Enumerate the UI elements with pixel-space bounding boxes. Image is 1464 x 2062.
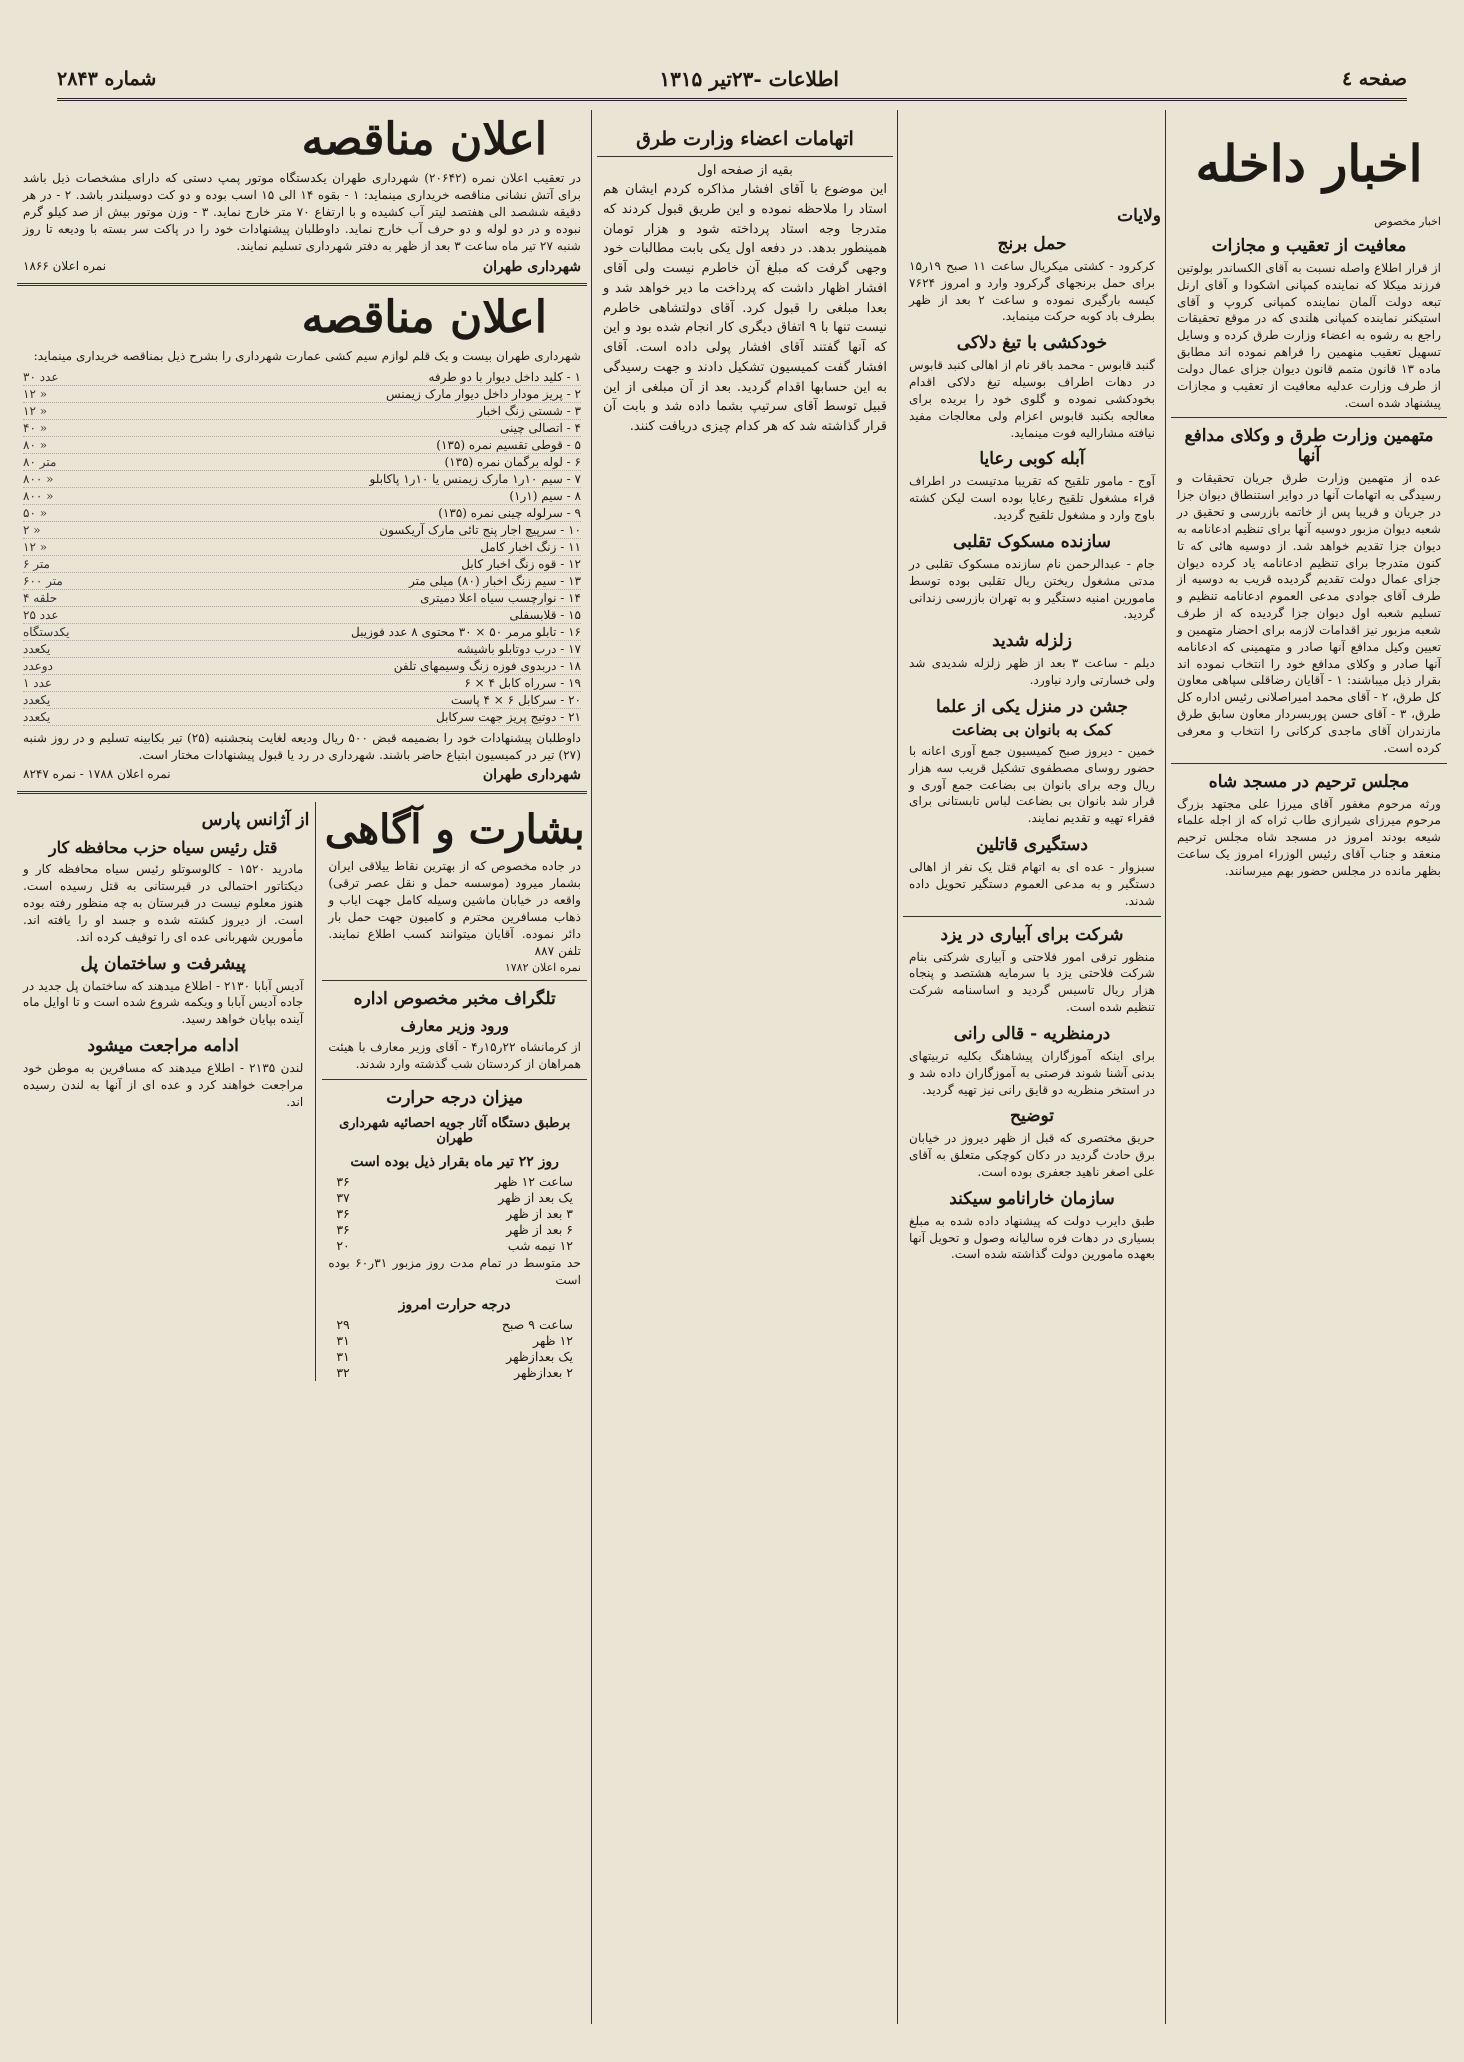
tender-item-row (23, 607, 581, 624)
pars-headline: قتل رئیس سیاه حزب محافظه کار (48, 838, 278, 858)
temperature-row (336, 1365, 573, 1380)
news-subtitle: کمک به بانوان بی بضاعت (951, 720, 1113, 739)
temperature-value: ۳۲ (336, 1364, 350, 1380)
tender-item-name: ۲ - پریز مودار داخل دیوار مارک زیمنس (385, 386, 581, 401)
temperature-average: حد متوسط در تمام مدت روز مزبور ۳۱ر۶۰ بوده است (328, 1256, 581, 1287)
temperature-value: ۳۱ (336, 1332, 350, 1348)
tender-item-name: ۱۸ - دربدوی فوزه زنگ وسیمهای تلفن (393, 658, 581, 673)
tender-item-name: ۱ - کلید داخل دیوار با دو طرفه (428, 369, 581, 384)
pars-sub-title: پیشرفت و ساختمان پل (80, 953, 246, 974)
tender-item-row (23, 692, 581, 709)
tender-signature: شهرداری طهران (482, 767, 581, 784)
temperature-header: روز ۲۲ تیر ماه بقرار ذیل بوده است (350, 1154, 559, 1171)
news-title: توضیح (1009, 1106, 1055, 1127)
ad-title: بشارت و آگاهی (324, 806, 585, 854)
news-body: سبزوار - عده ای به اتهام قتل یک نفر از اهالی دستگیر و به مدعی العموم دستگیر تحویل داده شدند. (909, 860, 1155, 908)
mourning-title: مجلس ترحیم در مسجد شاه (1208, 771, 1410, 792)
issue-number: شماره ۲۸۴۳ (57, 68, 157, 90)
temperature-row (336, 1238, 573, 1253)
tender1-signature (23, 259, 581, 275)
tender-item-name: ۲۰ - سرکابل ۶ × ۴ پاست (450, 692, 581, 707)
today-temperature-table (322, 1317, 587, 1380)
ad-body: در جاده مخصوص که از بهترین نقاط ییلاقی ایران بشمار میرود (موسسه حمل و نقل عصر ترقی) واقعه در خیابان ماشین وسیله کامل جهت ایاب و ذهاب مسافرین محترم و کامیون جهت حمل بار دائر نموده. آقایان میتوانند کسب اطلاع نمایند. تلفن ۸۸۷ (328, 859, 581, 958)
temperature-time: یک بعد از ظهر (498, 1190, 573, 1206)
ads-subcolumn (315, 802, 587, 1380)
temperature-row (336, 1206, 573, 1221)
temperature-table (322, 1174, 587, 1253)
tender-item-row (23, 471, 581, 488)
tender1-body: در تعقیب اعلان نمره (۲۰۶۴۲) شهرداری طهران یکدستگاه موتور پمپ دستی که دارای مشخصات ذیل باشد برای آتش نشانی مناقصه خریداری مینماید: ۱ - بقوه ۱۴ الی ۱۵ اسب بوده و دو کت دوسیلندر باشد. ۲ - در هر دقیقه ششصد الی هفتصد لیتر آب کشیده و با ارتفاع ۷۰ متر خارج نماید. ۳ - وزن موتور بیش از صد کیلو گرم نبوده و در دو لوله و دو حرف آب خارج نماید. داوطلبان پیشنهادات خود را در پاکت سر بسته با ودیعه تا روز شنبه ۲۷ تیر ماه ساعت ۳ بعد از ظهر به دفتر شهرداری تسلیم نمایند. (23, 171, 581, 253)
tender-item-row (23, 386, 581, 403)
tender-item-qty: ۸۰۰ » (23, 471, 54, 486)
pars-sub2-body: لندن ۲۱۳۵ - اطلاع میدهند که مسافرین به موطن خود مراجعت خواهند کرد و عده ای از آنها به لندن رسیده اند. (23, 1061, 304, 1109)
tender-item-row (23, 556, 581, 573)
tender-item-qty: ۱۲ » (23, 539, 48, 554)
news-title: سازنده مسکوک تقلبی (953, 531, 1111, 552)
announcements-column (17, 110, 587, 2024)
tender-item-name: ۱۳ - سیم زنگ اخبار (۸۰) میلی متر (409, 573, 581, 588)
news-body: برای اینکه آموزگاران پیشاهنگ بکلیه تربیتهای بدنی آشنا شوند فرصتی به آموزگاران داده شد و در استخر منظریه دو قایق رانی نیز تهیه گردید. (909, 1048, 1155, 1097)
tender-item-name: ۳ - شستی زنگ اخبار (477, 403, 581, 418)
news-title: آبله کوبی رعایا (979, 449, 1085, 470)
tender-item-row (23, 505, 581, 522)
tender-item-qty: ۶۰۰ متر (23, 573, 63, 588)
tender-item-name: ۶ - لوله برگمان نمره (۱۳۵) (444, 454, 581, 469)
exemption-title: معافیت از تعقیب و مجازات (1211, 236, 1407, 256)
provinces-heading: ولایات (1117, 206, 1161, 226)
temperature-time: ۲ بعدازظهر (514, 1364, 573, 1380)
today-temperature-title: درجه حرارت امروز (398, 1296, 511, 1313)
page-header (57, 60, 1407, 101)
news-body: طبق دایرب دولت که پیشنهاد داده شده به مبلغ بسیاری در دهات فره سالیانه وصول و تحویل آنها بعهده مامورین دولت گذاشته شده است. (909, 1213, 1155, 1262)
tender-item-name: ۸ - سیم (۱ر۱) (509, 488, 581, 503)
lower-announcements (17, 802, 587, 1380)
tender2-body: داوطلبان پیشنهادات خود را بضمیمه قبض ۵۰۰ ریال ودیعه لغایت پنجشنبه (۲۵) تیر بکابینه تسلیم و در روز شنبه (۲۷) تیر در کمیسیون ابتیاع حاضر باشند. شهرداری در رد یا قبول پیشنهادات مختار است. (23, 730, 581, 762)
special-news-label: اخبار مخصوص (1374, 215, 1441, 228)
temperature-time: یک بعدازظهر (506, 1348, 573, 1364)
tender-item-name: ۵ - قوطی تقسیم نمره (۱۳۵) (436, 437, 581, 452)
tender-number: نمره اعلان ۱۸۶۶ (23, 258, 107, 273)
temperature-time: ۶ بعد از ظهر (506, 1222, 573, 1238)
tender2-signature (23, 767, 581, 783)
tender-item-row (23, 641, 581, 658)
temperature-time: ۱۲ ظهر (532, 1332, 573, 1348)
accusations-body: این موضوع با آقای افشار مذاکره کردم ایشان هم استاد را ملاحظه نموده و این طریق قبول کردند که متدرجا وجه استاد پرداخته شود و هزار تومان همینطور بدهد. در دفعه اول یکی بابت مطالبات خود وجهی گرفت که مبلغ آن خاطرم نیست ولی آقای افشار اظهار داشت که پرداخت ما دیر خواهد شد و بعدا مبلغی را قبول کرد. آقای دولتشاهی خاطرم نیست تنها با ۹ اتفاق دیگری کار انجام شده بود و این که آنها گفتند آقای افشار پولی داده است. آقای افشار گفت کمیسیون تشکیل دادند و جهت رسیدگی به این حسابها اقدام گردید. بعد از آن مبلغی از این قبیل توسط آقای سرتیپ بشما داده شد و بابت آن قرار گذاشته شد که هر کدام چیزی دریافت کنند. (603, 182, 887, 434)
provinces-column (903, 110, 1161, 2024)
tender-item-qty: ۸۰ » (23, 437, 48, 452)
tender-item-qty: یکعدد (23, 641, 51, 656)
column-rule (1165, 110, 1166, 2024)
tender-item-name: ۱۱ - زنگ اخبار کامل (480, 539, 581, 554)
temperature-row (336, 1190, 573, 1205)
tender-item-qty: یکعدد (23, 692, 51, 707)
tender-item-row (23, 573, 581, 590)
column-rule (897, 110, 898, 2024)
tender-item-name: ۱۷ - درب دوتابلو باشیشه (456, 641, 581, 656)
tender-item-row (23, 624, 581, 641)
temperature-time: ۱۲ نیمه شب (507, 1238, 573, 1254)
news-title: زلزله شدید (992, 631, 1072, 652)
column-rule (591, 110, 592, 2024)
tender-item-qty: ۵۰ » (23, 505, 48, 520)
defense-title: متهمین وزارت طرق و وکلای مدافع آنها (1184, 426, 1434, 467)
tender-item-row (23, 369, 581, 386)
tender-item-name: ۱۰ - سرپیچ اجار پنج تائی مارک آریکسون (379, 522, 581, 537)
domestic-news-column (1171, 110, 1447, 2024)
tender2-intro: شهرداری طهران بیست و یک قلم لوازم سیم کشی عمارت شهرداری را بشرح ذیل بمناقصه خریداری مینماید: (33, 348, 581, 363)
tender-item-row (23, 522, 581, 539)
tender-signature: شهرداری طهران (482, 258, 581, 275)
tender-item-qty: ۴ حلقه (23, 590, 58, 605)
tender2-title: اعلان مناقصه (301, 291, 547, 343)
tender-item-row (23, 709, 581, 726)
temperature-value: ۳۶ (336, 1174, 350, 1190)
mourning-body: ورثه مرحوم مغفور آقای میرزا علی مجتهد بزرگ مرحوم میرزای شیرازی طاب ثراه که از اجله علماء شیعه بودند امروز در مسجد شاه مجلس ترحیم منعقد و جناب آقای رئیس الوزراء امروز یک ساعت بظهر مانده در مجلس حضور بهم میرسانند. (1177, 796, 1441, 878)
tender-item-qty: ۶ متر (23, 556, 50, 571)
tender-item-name: ۱۶ - تابلو مرمر ۵۰ × ۳۰ محتوی ۸ عدد فوزیبل (351, 624, 581, 639)
accusations-heading: اتهامات اعضاء وزارت طرق (636, 128, 854, 150)
exemption-body: از قرار اطلاع واصله نسبت به آقای الکساندر بولوتین فرزند میکلا که نماینده کمپانی اشکودا و آقای ارنل تبعه دولت آلمان نماینده کمپانی کروپ و آقای استیکنر نماینده کمپانی هلندی که در موقع تحقیقات راجع به رشوه به اعضاء وزارت طرق کرده و وسایل تسهیل تعقیب منهمین را فراهم نموده اند مطابق ماده ۱۳ قانون متمم قانون دیوان جزای عمال دولت از طرف وزارت عدلیه معافیت از تعقیب و مجازات پیشنهاد شده است. (1177, 261, 1441, 410)
news-body: دیلم - ساعت ۳ بعد از ظهر زلزله شدیدی شد ولی خسارتی وارد نیاورد. (909, 656, 1155, 688)
tender-item-name: ۱۹ - سرراه کابل ۴ × ۶ (464, 675, 581, 690)
temperature-value: ۲۹ (336, 1316, 350, 1332)
temperature-value: ۳۱ (336, 1348, 350, 1364)
domestic-news-heading: اخبار داخله (1195, 134, 1423, 193)
pars-body: مادرید ۱۵۲۰ - کالوسوتلو رئیس سیاه محافظه کار و دیکتاتور احتمالی در قبرستانی به قتل رسیده است. هنوز معلوم نیست در قبرستان به چه منظور رفته بوده است. از دیروز کشته شده و جسد او را یافته اند. مأمورین شهربانی عده ای را توقیف کرده اند. (23, 862, 304, 944)
tender-item-name: ۱۲ - قوه زنگ اخبار کابل (461, 556, 581, 571)
news-title: دستگیری قاتلین (976, 835, 1088, 856)
pars-sub2-title: ادامه مراجعت میشود (87, 1036, 239, 1057)
newspaper-date: اطلاعات -۲۳تیر ۱۳۱۵ (659, 67, 839, 91)
tender-item-name: ۱۴ - نوارچسب سیاه اعلا دمیتری (420, 590, 581, 605)
news-body: جام - عبدالرحمن نام سازنده مسکوک تقلبی در مدتی مشغول ریختن ریال تقلبی بوده توسط مامورین امنیه دستگیر و به تهران بازرسی زندانی گردید. (909, 556, 1155, 622)
tender-item-qty: دوعدد (23, 658, 53, 673)
tender-item-row (23, 420, 581, 437)
tender-number: نمره اعلان ۱۷۸۸ - نمره ۸۲۴۷ (23, 767, 171, 782)
tender-item-qty: ۳۰ عدد (23, 369, 59, 384)
temperature-value: ۲۰ (336, 1238, 350, 1254)
news-body: گنبد قابوس - محمد باقر نام از اهالی کنبد قابوس در دهات اطراف بوسیله تیغ دلاکی اقدام بخودکشی نموده و گلوی خود را بریده برای معالجه بکنبد قابوس اعزام ولی معالجات مفید نیافته مشارالیه فوت مینماید. (909, 358, 1155, 440)
tender-item-qty: ۱۲ » (23, 386, 48, 401)
news-title: شرکت برای آبیاری در یزد (940, 924, 1124, 945)
temperature-title: میزان درجه حرارت (386, 1088, 524, 1109)
tender-items-list (23, 369, 581, 726)
tender-item-name: ۴ - اتصالی چینی (499, 420, 581, 435)
tender-item-name: ۲۱ - دوتیج پریز جهت سرکابل (436, 709, 581, 724)
news-body: خمین - دیروز صبح کمیسیون جمع آوری اعانه با حضور روسای مصطفوی تشکیل قریب سه هزار ریال وجه برای بانوان بی بضاعت جمع آوری و قرار شد بانوان بی بضاعت لباس تابستانی برای فقراء تهیه و تقدیم نمایند. (909, 743, 1155, 826)
tender-item-row (23, 403, 581, 420)
temperature-row (336, 1222, 573, 1237)
tender-item-name: ۷ - سیم ۱۰ر۱ مارک زیمنس یا ۱۰ر۱ پاکابلو (369, 471, 581, 486)
tender-item-row (23, 437, 581, 454)
news-title: خودکشی با تیغ دلاکی (956, 333, 1108, 354)
temperature-row (336, 1349, 573, 1364)
tender-item-name: ۱۵ - قلابسفلی (509, 607, 581, 622)
news-body: آوج - مامور تلقیح که تقریبا مدتیست در اطراف قراء مشغول تلقیح رعایا بوده است لیکن کشته باوج وارد و مشغول تلقیح گردید. (909, 474, 1155, 523)
tender-item-row (23, 658, 581, 675)
temperature-time: ۳ بعد از ظهر (506, 1206, 573, 1222)
temperature-row (336, 1317, 573, 1332)
defense-body: عده از متهمین وزارت طرق جریان تحقیقات و رسیدگی به اتهامات آنها در دوایر استنطاق دیوان جزا در جریان و قریبا پس از خاتمه بازرسی و تحقیق در شعبه دیوان مزبور دوسیه آنها برای تنظیم ادعانامه به دیوان جزا تقدیم خواهد شد. از دوسیه هائی که تا کنون متدرجا برای تنظیم ادعانامه یاد کرده دیوان جزای عمال دولت تقدیم گردیده قریب به دوسیه از طرف آقای جوادی مدعی العموم ادعانامه تنظیم و تسلیم شعبه اول دیوان جزا گردیده که از طرف شعبه مزبور نیز اقدامات لازمه برای احضار متهمین و تعیین وکیل مدافع آنها صادر و متهمینی که ادعانامه آنها صادر و وکلای مدافع خود را انتخاب نموده اند بقرار ذیل میباشند: ۱ - آقایان رضاقلی سپاهی معاون کل طرق، ۲ - آقای محمد امیراصلانی رئیس اداره کل طرق، ۳ - آقای حسن پوربسردار معاون سابق طرق مازندران آقای ماجدی کرکانی را انتخاب و معرفی کرده است. (1177, 471, 1441, 755)
tender-item-row (23, 675, 581, 692)
tender-item-row (23, 539, 581, 556)
telegram-subtitle: ورود وزیر معارف (400, 1017, 509, 1036)
news-body: منظور ترقی امور فلاحتی و آبیاری شرکتی بنام شرکت فلاحتی یزد با سرمایه هشتصد و پنجاه هزار ریال تاسیس گردید و اساسنامه شرکت تنظیم شده است. (909, 949, 1155, 1015)
temperature-row (336, 1333, 573, 1348)
temperature-value: ۳۶ (336, 1206, 350, 1222)
tender-item-qty: ۸۰ متر (23, 454, 57, 469)
news-body: حریق مختصری که قبل از ظهر دیروز در خیابان برق حادث گردید در دکان کوچکی متعلق به آقای علی اصغر ناهید جعفری بوده است. (909, 1131, 1155, 1179)
tender-item-qty: ۱۲ » (23, 403, 48, 418)
tender-item-qty: ۱ عدد (23, 675, 53, 690)
tender-item-row (23, 488, 581, 505)
tender-item-qty: یکعدد (23, 709, 51, 724)
news-title: جشن در منزل یکی از علما (936, 696, 1128, 717)
pars-subcolumn (17, 802, 315, 1380)
ad-number: نمره اعلان ۱۷۸۲ (504, 961, 581, 975)
temperature-time: ساعت ۹ صبح (501, 1316, 573, 1332)
news-body: کرکرود - کشتی میکریال ساعت ۱۱ صبح ۱۹ر۱۵ برای حمل برنجهای گرکرود وارد و امروز ۷۶۲۴ کیسه بارگیری نموده و ساعت ۲ بعد از ظهر بطرف باد کوبه حرکت مینماید. (909, 259, 1155, 324)
temperature-value: ۳۷ (336, 1190, 350, 1206)
pars-agency-title: از آژانس پارس (201, 810, 310, 831)
temperature-value: ۳۶ (336, 1222, 350, 1238)
newspaper-page (17, 14, 1447, 2024)
telegram-body: از کرمانشاه ۲۲ر۱۵ر۴ - آقای وزیر معارف با هیئت همراهان از کردستان شب گذشته وارد شدند. (328, 1040, 581, 1072)
tender1-title: اعلان مناقصه (301, 114, 547, 165)
temperature-row (336, 1174, 573, 1189)
tender-item-row (23, 590, 581, 607)
news-title: سازمان خارانامو سیکند (949, 1188, 1115, 1209)
page-label: صفحه ٤ (1341, 68, 1407, 90)
continued-label: بقیه از صفحه اول (697, 163, 793, 178)
pars-sub-body: آدیس آبابا ۲۱۳۰ - اطلاع میدهند که ساختمان پل جدید در جاده آدیس آبابا و ویکمه شروع شده است و تا اوایل ماه آینده بپایان خواهد رسید. (23, 978, 304, 1027)
temperature-subtitle: برطبق دستگاه آثار جویه احصائیه شهرداری طهران (339, 1116, 571, 1147)
tender-item-row (23, 454, 581, 471)
news-title: درمنظریه - قالی رانی (953, 1023, 1111, 1044)
telegram-title: تلگراف مخبر مخصوص اداره (353, 989, 556, 1010)
tender-item-qty: یکدستگاه (23, 624, 70, 639)
tender-item-name: ۹ - سرلوله چینی نمره (۱۳۵) (438, 505, 581, 520)
accusations-column (597, 110, 893, 2024)
tender-item-qty: ۸۰۰ » (23, 488, 54, 503)
tender-item-qty: ۴۰ » (23, 420, 48, 435)
news-title: حمل برنج (997, 234, 1067, 254)
tender-item-qty: ۲ » (23, 522, 41, 537)
tender-item-qty: ۲۵ عدد (23, 607, 59, 622)
temperature-time: ساعت ۱۲ ظهر (494, 1174, 573, 1190)
